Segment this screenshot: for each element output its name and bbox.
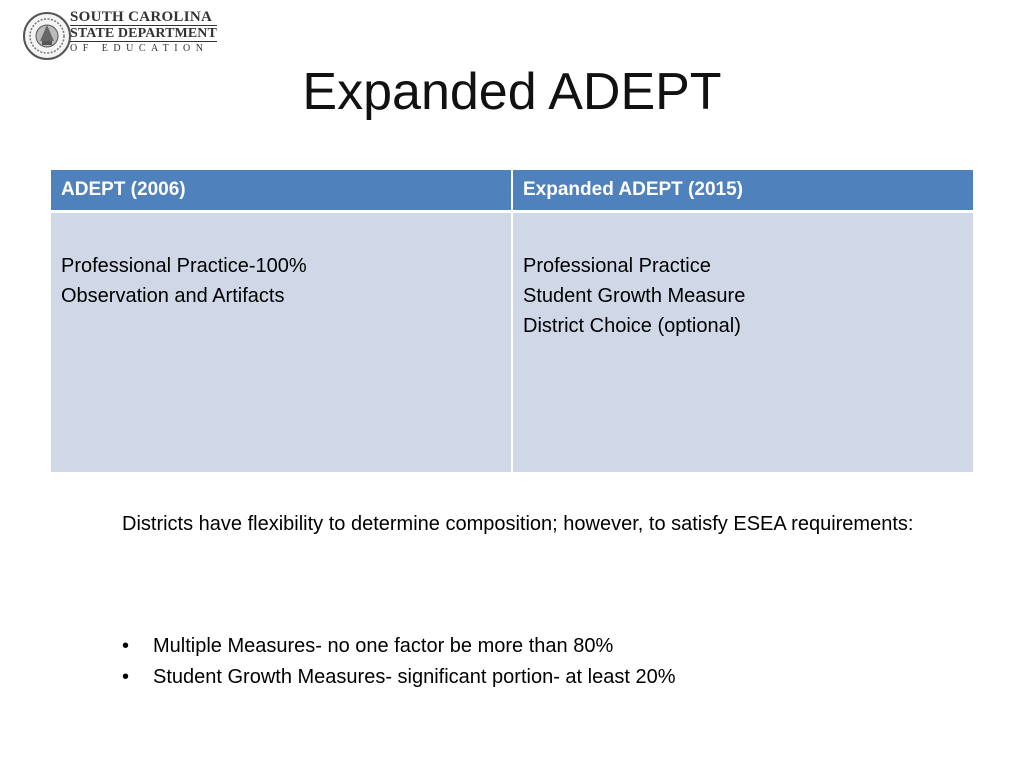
list-item xyxy=(122,631,675,662)
cell-line: District Choice (optional) xyxy=(523,315,741,337)
cell-adept-2006 xyxy=(51,212,512,473)
logo-line-3: OF EDUCATION xyxy=(70,43,209,54)
sc-department-of-education-logo xyxy=(14,6,217,62)
table-header-row xyxy=(51,170,973,212)
header-expanded-adept-2015: Expanded ADEPT (2015) xyxy=(512,170,973,212)
comparison-table xyxy=(51,170,973,472)
cell-expanded-adept-2015 xyxy=(512,212,973,473)
list-item-text: Student Growth Measures- significant portion- at least 20% xyxy=(153,666,676,688)
bullet-icon: • xyxy=(122,666,130,688)
logo-line-2: STATE DEPARTMENT xyxy=(70,26,217,41)
requirements-list xyxy=(122,631,675,693)
cell-line: Professional Practice-100% xyxy=(61,255,307,277)
bullet-icon: • xyxy=(122,635,130,657)
slide-title: Expanded ADEPT xyxy=(302,63,722,121)
table-row xyxy=(51,212,973,473)
cell-line: Professional Practice xyxy=(523,255,711,277)
list-item xyxy=(122,662,675,693)
cell-line: Student Growth Measure xyxy=(523,285,746,307)
header-adept-2006: ADEPT (2006) xyxy=(51,170,512,212)
intro-paragraph: Districts have flexibility to determine composition; however, to satisfy ESEA requirements: xyxy=(122,513,914,535)
cell-line: Observation and Artifacts xyxy=(61,285,285,307)
list-item-text: Multiple Measures- no one factor be more than 80% xyxy=(153,635,614,657)
state-seal-icon xyxy=(22,11,72,61)
logo-line-1: SOUTH CAROLINA xyxy=(70,9,213,25)
